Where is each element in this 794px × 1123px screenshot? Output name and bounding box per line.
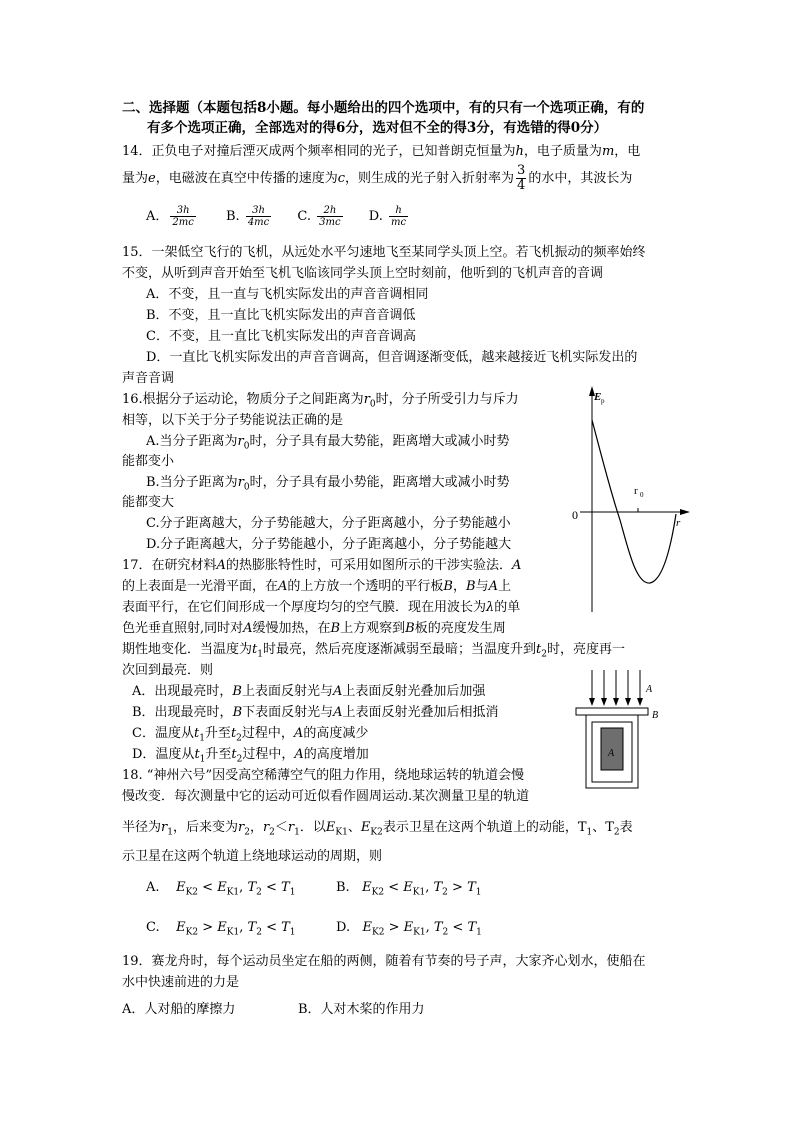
q15-option-d[interactable]: D．一直比飞机实际发出的声音音调高，但音调逐渐变低，越来越接近飞机实际发出的 <box>146 350 638 365</box>
q18-line2: 慢改变．每次测量中它的运动可近似看作圆周运动.某次测量卫星的轨道 <box>122 789 530 804</box>
refraction-index-fraction: $\frac{3}{4}$ <box>517 163 526 193</box>
light-ray-arrows <box>589 698 643 706</box>
x-axis-arrow <box>680 509 690 515</box>
q14-option-c[interactable]: C. $\frac{2h}{3mc}$ <box>297 205 341 228</box>
q18-option-b[interactable]: B. $E_{K2} < E_{K1}$, $T_2 > T_1$ <box>336 880 482 898</box>
q14-option-a[interactable]: A． $\frac{3h}{2mc}$ <box>146 205 194 228</box>
plate-b <box>576 708 648 715</box>
q17-line1: 17．在研究材料A的热膨胀特性时，可采用如图所示的干涉实验法．A <box>122 558 522 573</box>
q15-option-d-cont: 声音音调 <box>122 371 175 386</box>
q17-option-b[interactable]: B．出现最亮时，B下表面反射光与A上表面反射光叠加后相抵消 <box>132 705 499 720</box>
q15-option-c[interactable]: C．不变，且一直比飞机实际发出的声音音调高 <box>146 329 416 344</box>
q18-option-d[interactable]: D. $E_{K2} > E_{K1}$, $T_2 < T_1$ <box>336 920 482 938</box>
q19-line2: 水中快速前进的力是 <box>122 975 240 990</box>
potential-energy-graph <box>560 380 700 620</box>
q16-option-b[interactable]: B.当分子距离为$r_0$时，分子具有最小势能，距离增大或减小时势 <box>146 475 510 493</box>
q19-option-b[interactable]: B．人对木桨的作用力 <box>298 1002 425 1017</box>
q17-line3: 表面平行，在它们间形成一个厚度均匀的空气膜．现在用波长为λ的单 <box>122 600 521 615</box>
q16-option-c[interactable]: C.分子距离越大，分子势能越大，分子距离越小，分子势能越小 <box>146 516 511 531</box>
label-a-block: A <box>608 748 615 759</box>
q17-line4: 色光垂直照射,同时对A缓慢加热，在B上方观察到B板的亮度发生周 <box>122 621 506 636</box>
q16-line2: 相等，以下关于分子势能说法正确的是 <box>122 413 344 428</box>
q19-option-a[interactable]: A．人对船的摩擦力 <box>122 1002 236 1017</box>
q15-option-b[interactable]: B．不变，且一直比飞机实际发出的声音音调低 <box>146 308 416 323</box>
q15-line2: 不变，从听到声音开始至飞机飞临该同学头顶上空时刻前，他听到的飞机声音的音调 <box>122 266 604 281</box>
light-rays <box>592 670 640 702</box>
q17-option-a[interactable]: A．出现最亮时，B上表面反射光与A上表面反射光叠加后加强 <box>132 684 486 699</box>
interference-apparatus <box>570 668 670 792</box>
section-title-line1: 二、选择题（本题包括8小题。每小题给出的四个选项中，有的只有一个选项正确，有的 <box>122 100 645 116</box>
q17-option-c[interactable]: C．温度从$t_1$升至$t_2$过程中，A的高度减少 <box>132 726 369 744</box>
label-b: B <box>652 710 659 721</box>
y-axis-label: E <box>594 391 602 403</box>
y-axis-label-sub: p <box>601 397 605 405</box>
section-title-line2: 有多个选项正确，全部选对的得6分，选对但不全的得3分，有选错的得0分） <box>147 120 608 136</box>
q16-option-a-cont: 能都变小 <box>122 454 175 469</box>
q17-line2: 的上表面是一光滑平面，在A的上方放一个透明的平行板B，B与A上 <box>122 579 511 594</box>
q16-line1: 16.根据分子运动论，物质分子之间距离为$r_0$时，分子所受引力与斥力 <box>122 392 519 410</box>
x-axis-label: r <box>676 517 681 529</box>
q18-line3: 半径为$r_1$，后来变为$r_2$，$r_2<r_1$．以$E_{K1}$、$E_{K2}$表示卫星在这两个轨道上的动能，$T_1$、$T_2$表 <box>122 820 633 838</box>
q18-line1: 18. “神州六号”因受高空稀薄空气的阻力作用，绕地球运转的轨道会慢 <box>122 768 525 783</box>
q18-line4: 示卫星在这两个轨道上绕地球运动的周期，则 <box>122 849 383 864</box>
q17-line5: 期性地变化．当温度为$t_1$时最亮，然后亮度逐渐减弱至最暗；当温度升到$t_2$时，亮度再一 <box>122 642 625 660</box>
potential-curve <box>592 420 676 583</box>
q19-line1: 19．赛龙舟时，每个运动员坐定在船的两侧，随着有节奏的号子声，大家齐心划水，使船在 <box>122 954 646 969</box>
q16-option-d[interactable]: D.分子距离越大，分子势能越小，分子距离越小，分子势能越大 <box>146 537 512 552</box>
q15-option-a[interactable]: A．不变，且一直与飞机实际发出的声音音调相同 <box>146 287 429 302</box>
q14-option-d[interactable]: D. $\frac{h}{mc}$ <box>368 205 407 228</box>
q17-option-d[interactable]: D．温度从$t_1$升至$t_2$过程中，A的高度增加 <box>132 747 369 765</box>
q14-option-b[interactable]: B. $\frac{3h}{4mc}$ <box>225 205 270 228</box>
origin-label: 0 <box>572 508 578 522</box>
q18-option-c[interactable]: C. $E_{K2} > E_{K1}$, $T_2 < T_1$ <box>146 920 296 938</box>
q17-line6: 次回到最亮．则 <box>122 663 214 678</box>
q16-option-b-cont: 能都变大 <box>122 495 175 510</box>
q18-option-a[interactable]: A. $E_{K2} < E_{K1}$, $T_2 < T_1$ <box>146 880 296 898</box>
r0-label: r <box>634 485 638 497</box>
q15-line1: 15．一架低空飞行的飞机，从远处水平匀速地飞至某同学头顶上空。若飞机振动的频率始终 <box>122 245 646 260</box>
q14-options <box>146 205 410 228</box>
q14-line2: 量为e，电磁波在真空中传播的速度为c，则生成的光子射入折射率为 $\frac{3}{4}$ 的水中，其波长为 <box>122 163 633 193</box>
q14-line1: 14．正负电子对撞后湮灭成两个频率相同的光子，已知普朗克恒量为h，电子质量为m，电 <box>122 144 641 159</box>
label-lambda-a: A <box>646 684 653 695</box>
r0-label-sub: 0 <box>640 491 644 499</box>
q16-option-a[interactable]: A.当分子距离为$r_0$时，分子具有最大势能，距离增大或减小时势 <box>146 434 510 452</box>
